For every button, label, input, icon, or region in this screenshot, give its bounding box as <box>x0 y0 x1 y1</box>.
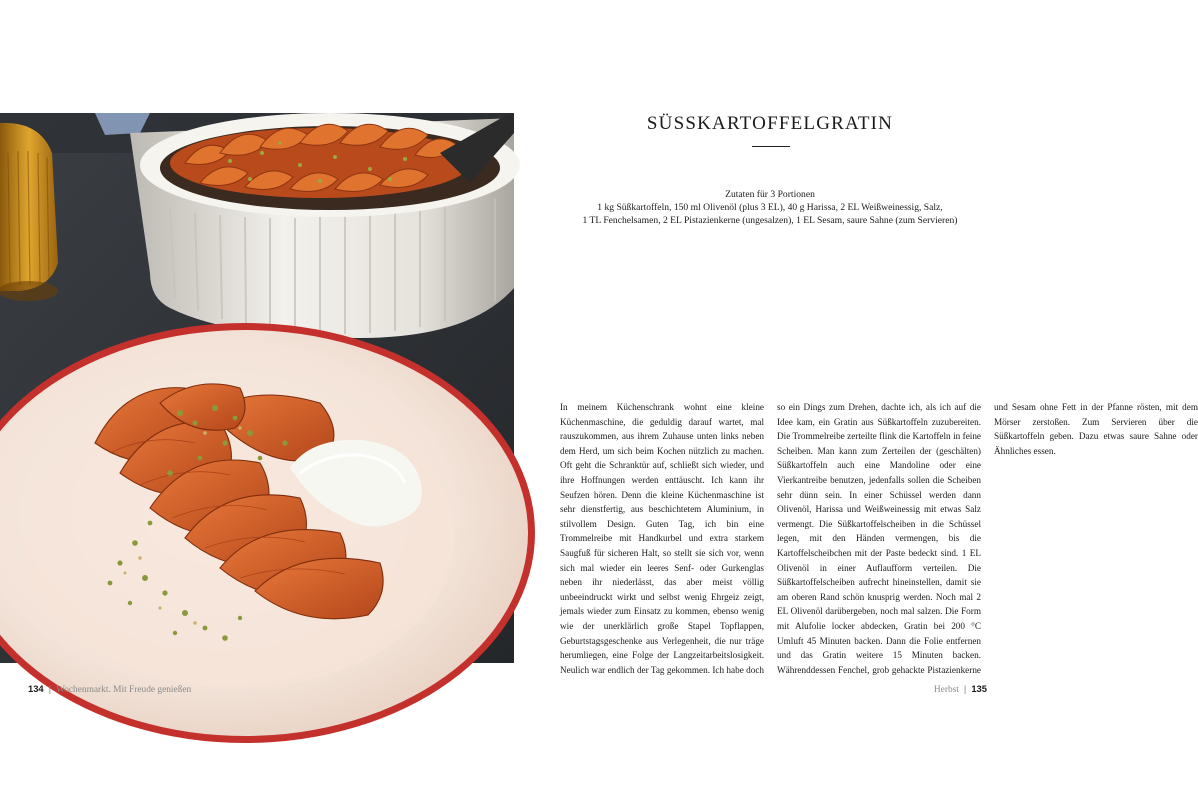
ingredient-line: 1 TL Fenchelsamen, 2 EL Pistazienkerne (ungesalzen), 1 EL Sesam, saure Sahne (zum Servieren) <box>582 215 958 226</box>
footer-right <box>934 683 987 696</box>
title-divider <box>752 146 790 147</box>
running-head-right: Herbst <box>933 685 959 695</box>
running-head-left: Wochenmarkt. Mit Freude genießen <box>56 685 192 695</box>
page-number-left: 134 <box>28 683 44 694</box>
food-photo <box>0 113 514 663</box>
ingredients-block <box>560 188 980 227</box>
footer-left <box>28 683 191 696</box>
ingredient-line: 1 kg Süßkartoffeln, 150 ml Olivenöl (plus 3 EL), 40 g Harissa, 2 EL Weißweinessig, Salz, <box>597 202 943 213</box>
footer-separator: | <box>963 683 967 694</box>
recipe-body-text: In meinem Küchenschrank wohnt eine kleine Küchenmaschine, die geduldig darauf wartet, mal rauszukommen, aus ihrem Zuhause unten links neben dem Herd, um sich beim Kochen nützlich zu machen. Oft geht die Schranktür auf, schließt sich wieder, und ihre Hoffnungen werden enttäuscht. Ich kann ihr Seufzen hören. Denn die kleine Küchenmaschine ist sehr dienstfertig, aus beschichtetem Aluminium, in stilvollem Design. Guten Tag, ich bin eine Trommelreibe mit Handkurbel und extra starkem Saugfuß für sicheren Halt, so stellt sie sich vor, wenn sich mal wieder ein leeres Senf- oder Gurkenglas neben ihr niederlässt, das aber meist völlig unbeeindruckt wirkt und selbst wenig Ehrgeiz zeigt, jemals wieder zum Einsatz zu kommen, ebenso wenig wie der unerklärlich große Stapel Topflappen, Geburtstagsgeschenke aus Verlegenheit, die nur träge herumliegen, eine Folge der Langzeitarbeitslosigkeit. Neulich war endlich der Tag gekommen. Ich habe doch so ein Dings zum Drehen, dachte ich, als ich auf die Idee kam, ein Gratin aus Süßkartoffeln zuzubereiten. Die Trommelreibe zerteilte flink die Kartoffeln in feine Scheiben. Man kann zum Zerteilen der (geschälten) Süßkartoffeln auch eine Mandoline oder eine Vierkantreibe benutzen, jedenfalls sollen die Scheiben sehr dünn sein. In einer Schüssel werden dann Olivenöl, Harissa und Weißweinessig mit etwas Salz vermengt. Die Süßkartoffelscheiben in die Schüssel legen, mit den Händen vermengen, bis die Kartoffelscheibchen mit der Paste bedeckt sind. 1 EL Olivenöl in einer Auflaufform verteilen. Die Süßkartoffelscheiben aufrecht hineinstellen, damit sie am oberen Rand schön knusprig werden. Noch mal 2 EL Olivenöl darübergeben, noch mal salzen. Die Form mit Alufolie locker abdecken, Gratin bei 200 °C Umluft 45 Minuten backen. Dann die Folie entfernen und das Gratin weitere 15 Minuten backen. Währenddessen Fenchel, grob gehackte Pistazienkerne und Sesam ohne Fett in der Pfanne rösten, mit dem Mörser zerstoßen. Zum Servieren über die Süßkartoffeln geben. Dazu etwas saure Sahne oder Ähnliches essen. <box>560 402 1198 675</box>
gratin-photo-illustration <box>0 113 514 663</box>
servings-heading: Zutaten für 3 Portionen <box>725 189 815 200</box>
recipe-title: SÜSSKARTOFFELGRATIN <box>646 113 894 134</box>
page-number-right: 135 <box>971 683 987 694</box>
footer-separator: | <box>48 683 52 694</box>
